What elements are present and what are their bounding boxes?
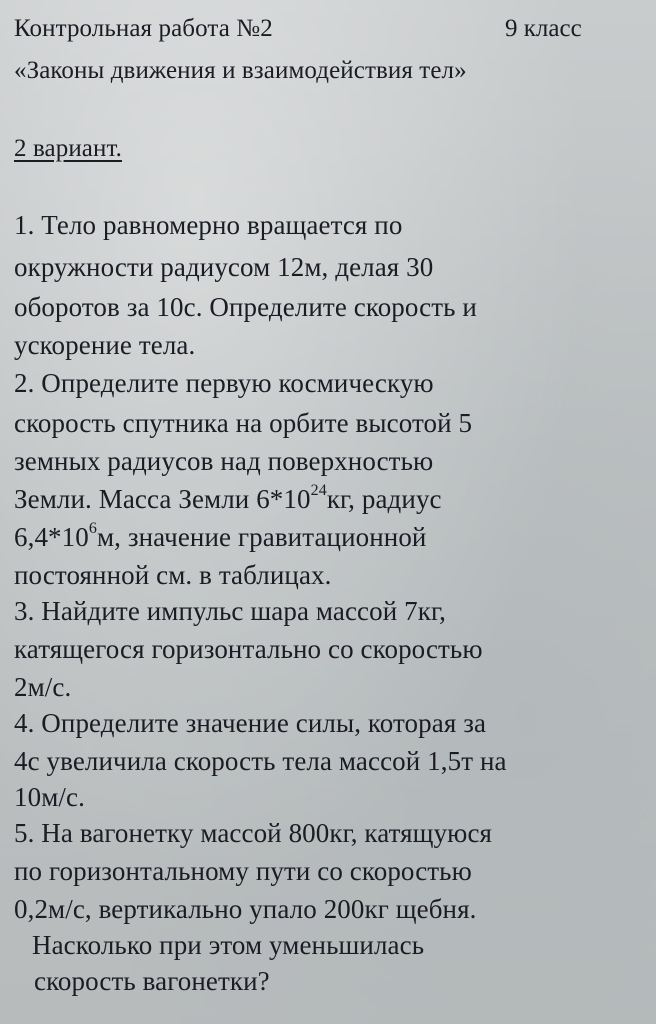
problem-5-line-2: по горизонтальному пути со скоростью	[14, 856, 472, 886]
test-topic: «Законы движения и взаимодействия тел»	[14, 57, 467, 84]
problem-2-line-5	[14, 522, 426, 552]
problem-5-line-4: Насколько при этом уменьшилась	[32, 930, 425, 960]
problem-4-line-2: 4с увеличила скорость тела массой 1,5т на	[14, 746, 507, 776]
problem-1-line-4: ускорение тела.	[14, 330, 196, 360]
problem-4-line-1: 4. Определите значение силы, которая за	[14, 708, 487, 738]
problem-5-line-3: 0,2м/с, вертикально упало 200кг щебня.	[14, 894, 477, 924]
problem-2-radius-text: 6,4*10	[14, 522, 89, 552]
problem-2-mass-text: Земли. Масса Земли 6*10	[14, 484, 311, 514]
problem-3-line-2: катящегося горизонтально со скоростью	[14, 634, 483, 664]
problem-2-line-1: 2. Определите первую космическую	[14, 368, 434, 398]
problem-2-radius-exponent: 6	[88, 520, 97, 537]
problem-2-mass-exponent: 24	[310, 482, 327, 499]
problem-2-line-2: скорость спутника на орбите высотой 5	[14, 408, 473, 438]
problem-4-line-3: 10м/с.	[14, 782, 85, 812]
problem-1-line-3: оборотов за 10с. Определите скорость и	[14, 292, 477, 322]
problem-1-line-2: окружности радиусом 12м, делая 30	[14, 252, 434, 282]
problem-2-line-6: постоянной см. в таблицах.	[14, 560, 332, 590]
problem-2-line-3: земных радиусов над поверхностью	[14, 446, 434, 476]
problem-2-mass-unit-text: кг, радиус	[326, 484, 442, 514]
problem-2-line-4	[14, 484, 442, 514]
problem-2-radius-unit-text: м, значение гравитационной	[96, 522, 427, 552]
problem-5-line-5: скорость вагонетки?	[34, 966, 270, 996]
test-title: Контрольная работа №2	[14, 15, 273, 42]
problem-5-line-1: 5. На вагонетку массой 800кг, катящуюся	[14, 818, 493, 848]
problem-3-line-1: 3. Найдите импульс шара массой 7кг,	[14, 596, 446, 626]
problem-3-line-3: 2м/с.	[14, 672, 72, 702]
problem-1-line-1: 1. Тело равномерно вращается по	[14, 210, 403, 240]
grade-label: 9 класс	[505, 15, 582, 42]
variant-heading: 2 вариант.	[14, 135, 122, 162]
